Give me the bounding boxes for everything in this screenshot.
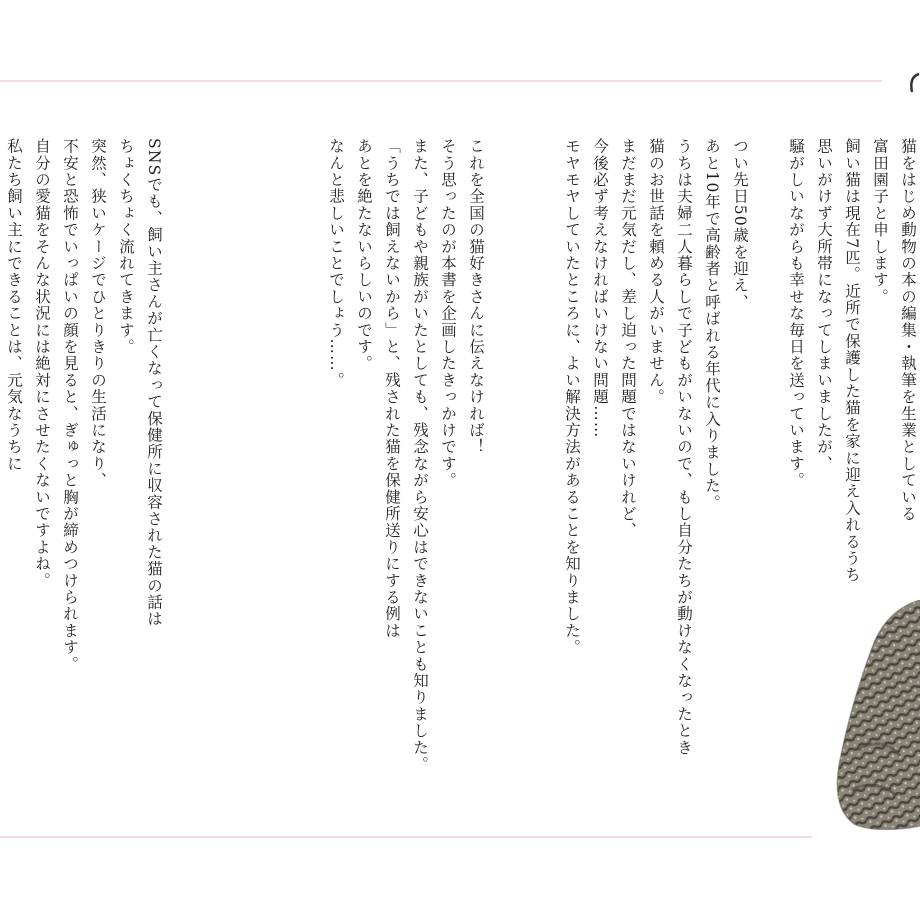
text-column: モヤモヤしていたところに、よい解決方法があることを知りました。: [563, 138, 581, 656]
text-column: また、子どもや親族がいたとしても、残念ながら安心はできないことも知りました。: [411, 138, 429, 773]
text-column: 突然、狭いケージでひとりきりの生活になり、: [89, 138, 107, 489]
text-column: 思いがけず大所帯になってしまいましたが、: [815, 138, 833, 472]
cat-photo: [830, 600, 920, 830]
text-column: 自分の愛猫をそんな状況には絶対にさせたくないですよね。: [33, 138, 51, 589]
text-block-motivation: [322, 138, 490, 838]
text-column: 「うちでは飼えないから」と、残された猫を保健所送りにする例は: [383, 138, 401, 639]
text-column: 不安と恐怖でいっぱいの顔を見ると、ぎゅっと胸が締めつけられます。: [61, 138, 79, 673]
text-column: うちは夫婦二人暮らしで子どもがいないので、もし自分たちが動けなくなったとき: [675, 138, 693, 756]
text-block-worry: [558, 138, 754, 838]
text-column: まだまだ元気だし、差し迫った問題ではないけれど、: [619, 138, 637, 539]
text-column: 私たち飼い主にできることは、元気なうちに: [5, 138, 23, 472]
text-column: 猫をはじめ動物の本の編集・執筆を生業としている: [899, 138, 917, 523]
text-column: あとを絶たないらしいのです。: [355, 138, 373, 372]
text-column: SNSでも、飼い主さんが亡くなって保健所に収容された猫の話は: [145, 138, 163, 628]
text-column: これを全国の猫好きさんに伝えなければ！: [467, 138, 485, 456]
page-corner-mark: [906, 72, 920, 94]
text-column: 今後必ず考えなければいけない問題……: [591, 138, 609, 439]
text-column: 富田園子と申します。: [871, 138, 889, 305]
text-column: あと10年で高齢者と呼ばれる年代に入りました。: [703, 138, 721, 511]
text-column: 飼い猫は現在7匹。近所で保護した猫を家に迎え入れるうち: [843, 138, 861, 584]
text-column: ちょくちょく流れてきます。: [117, 138, 135, 356]
text-block-sns: [0, 138, 168, 838]
text-column: つい先日50歳を迎え、: [731, 138, 749, 311]
top-pink-rule: [0, 80, 882, 82]
text-column: そう思ったのが本書を企画したきっかけです。: [439, 138, 457, 489]
text-column: 猫のお世話を頼める人がいません。: [647, 138, 665, 406]
text-column: なんと悲しいことでしょう……。: [327, 138, 345, 389]
text-column: 騒がしいながらも幸せな毎日を送っています。: [787, 138, 805, 489]
